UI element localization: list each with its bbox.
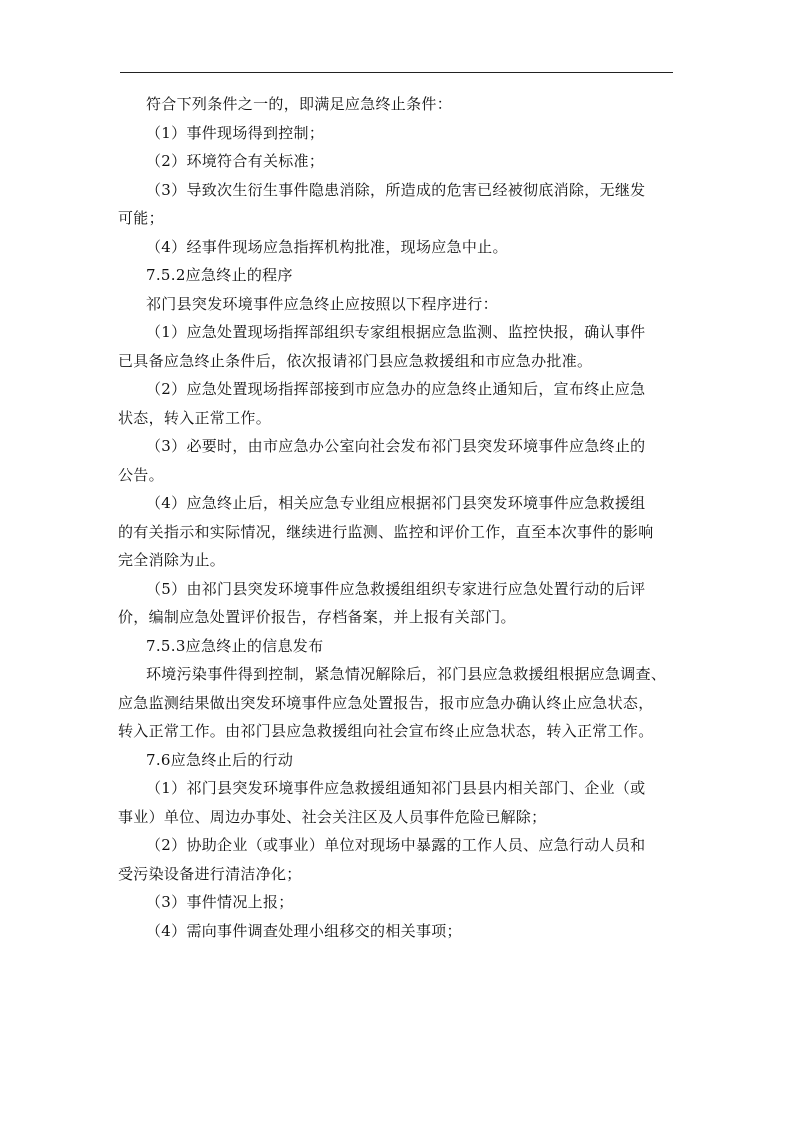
list-item: （1）事件现场得到控制； [146,123,325,142]
list-item-continuation: 公告。 [118,465,164,484]
paragraph-continuation: 转入正常工作。由祁门县应急救援组向社会宣布终止应急状态，转入正常工作。 [118,722,654,740]
section-heading: 7.5.2应急终止的程序 [146,266,293,284]
paragraph-continuation: 应急监测结果做出突发环境事件应急处置报告，报市应急办确认终止应急状态， [118,693,654,712]
list-item: （5）由祁门县突发环境事件应急救援组组织专家进行应急处置行动的后评 [146,579,646,598]
list-item-continuation: 价，编制应急处置评价报告，存档备案，并上报有关部门。 [118,608,516,626]
list-item: （2）环境符合有关标准； [146,152,325,170]
list-item: （4）应急终止后，相关应急专业组应根据祁门县突发环境事件应急救援组 [146,494,646,512]
list-item-continuation: 完全消除为止。 [118,551,226,569]
list-item-continuation: 已具备应急终止条件后，依次报请祁门县应急救援组和市应急办批准。 [118,351,593,370]
list-item: （1）应急处置现场指挥部组织专家组根据应急监测、监控快报，确认事件 [146,323,646,341]
paragraph-line: 祁门县突发环境事件应急终止应按照以下程序进行： [146,294,498,313]
list-item: （3）事件情况上报； [146,893,294,911]
paragraph-line: 环境污染事件得到控制，紧急情况解除后，祁门县应急救援组根据应急调查、 [146,665,667,683]
list-item: （4）需向事件调查处理小组移交的相关事项； [146,921,462,940]
document-body [118,90,674,945]
list-item: （3）导致次生衍生事件隐患消除，所造成的危害已经被彻底消除，无继发 [146,180,646,199]
list-item: （4）经事件现场应急指挥机构批准，现场应急中止。 [146,237,508,256]
list-item-continuation: 可能； [118,209,164,227]
list-item: （2）应急处置现场指挥部接到市应急办的应急终止通知后，宣布终止应急 [146,380,646,398]
list-item: （2）协助企业（或事业）单位对现场中暴露的工作人员、应急行动人员和 [146,836,646,854]
list-item: （1）祁门县突发环境事件应急救援组通知祁门县县内相关部门、企业（或 [146,779,646,797]
list-item-continuation: 受污染设备进行清洁净化； [118,864,302,883]
list-item-continuation: 的有关指示和实际情况，继续进行监测、监控和评价工作，直至本次事件的影响 [118,522,654,541]
list-item-continuation: 事业）单位、周边办事处、社会关注区及人员事件危险已解除； [118,807,547,826]
section-heading: 7.5.3应急终止的信息发布 [146,636,324,655]
list-item: （3）必要时，由市应急办公室向社会发布祁门县突发环境事件应急终止的 [146,437,646,455]
paragraph-line: 符合下列条件之一的，即满足应急终止条件： [146,95,453,113]
header-rule [120,72,673,73]
list-item-continuation: 状态，转入正常工作。 [118,408,272,427]
section-heading: 7.6应急终止后的行动 [146,750,294,769]
